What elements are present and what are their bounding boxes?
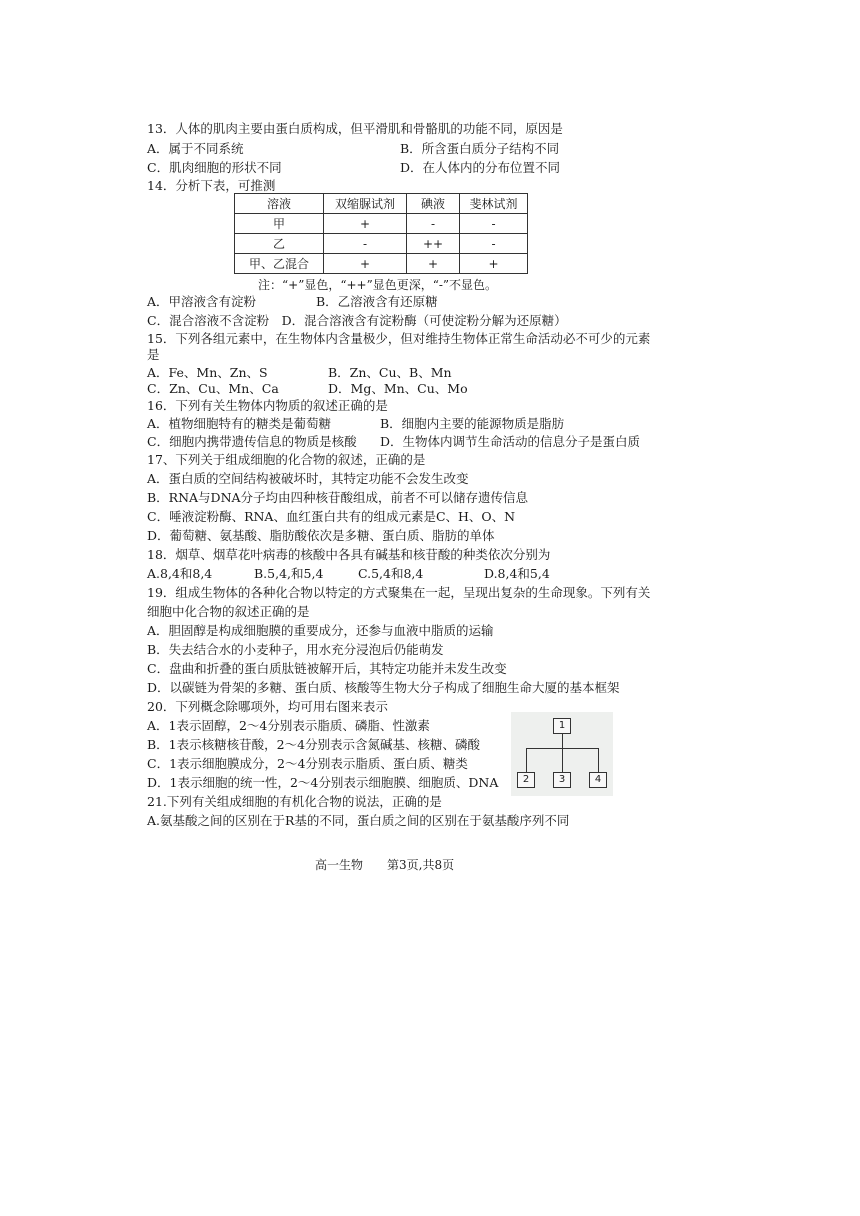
q19-stem-continued: 细胞中化合物的叙述正确的是 (147, 604, 310, 619)
q13-stem: 13．人体的肌肉主要由蛋白质构成，但平滑肌和骨骼肌的功能不同，原因是 (147, 121, 563, 136)
diagram-connector (562, 748, 563, 772)
q20-option-a: A．1表示固醇，2～4分别表示脂质、磷脂、性激素 (147, 718, 430, 733)
concept-diagram (511, 712, 613, 796)
q13-option-a: A．属于不同系统 (147, 141, 244, 156)
reagent-table (234, 193, 528, 274)
table-header-cell: 溶液 (235, 194, 324, 214)
q19-option-a: A．胆固醇是构成细胞膜的重要成分，还参与血液中脂质的运输 (147, 623, 494, 638)
table-header-row (235, 194, 528, 214)
diagram-connector (562, 734, 563, 748)
diagram-connector (526, 748, 527, 772)
q18-stem: 18．烟草、烟草花叶病毒的核酸中各具有碱基和核苷酸的种类依次分别为 (147, 547, 551, 562)
table-cell: 甲、乙混合 (235, 254, 324, 274)
diagram-connector (598, 748, 599, 772)
q20-option-c: C．1表示细胞膜成分，2～4分别表示脂质、蛋白质、糖类 (147, 756, 468, 771)
q19-option-d: D．以碳链为骨架的多糖、蛋白质、核酸等生物大分子构成了细胞生命大厦的基本框架 (147, 680, 620, 695)
q16-option-d: D．生物体内调节生命活动的信息分子是蛋白质 (380, 434, 641, 449)
table-header-cell: 双缩脲试剂 (324, 194, 407, 214)
q18-option-d: D.8,4和5,4 (484, 566, 550, 581)
table-cell: 甲 (235, 214, 324, 234)
q17-option-a: A．蛋白质的空间结构被破坏时，其特定功能不会发生改变 (147, 471, 469, 486)
table-row (235, 254, 528, 274)
q14-stem: 14．分析下表，可推测 (147, 178, 276, 193)
diagram-node-2: 2 (517, 772, 535, 788)
q19-stem: 19．组成生物体的各种化合物以特定的方式聚集在一起，呈现出复杂的生命现象。下列有关 (147, 585, 651, 600)
q19-option-c: C．盘曲和折叠的蛋白质肽链被解开后，其特定功能并未发生改变 (147, 661, 507, 676)
q20-option-b: B．1表示核糖核苷酸，2～4分别表示含氮碱基、核糖、磷酸 (147, 737, 481, 752)
q13-option-d: D．在人体内的分布位置不同 (400, 160, 561, 175)
q18-option-b: B.5,4,和5,4 (254, 566, 324, 581)
q17-option-b: B．RNA与DNA分子均由四种核苷酸组成，前者不可以储存遗传信息 (147, 490, 529, 505)
q21-stem: 21.下列有关组成细胞的有机化合物的说法，正确的是 (147, 794, 442, 809)
table-cell: ++ (407, 234, 460, 254)
q14-options-c-d: C．混合溶液不含淀粉 D．混合溶液含有淀粉酶（可使淀粉分解为还原糖） (147, 313, 567, 328)
table-cell: 乙 (235, 234, 324, 254)
diagram-node-4: 4 (589, 772, 607, 788)
table-cell: + (324, 254, 407, 274)
footer-text: 高一生物 第3页,共8页 (315, 858, 455, 872)
q16-option-b: B．细胞内主要的能源物质是脂肪 (380, 416, 565, 431)
table-cell: - (460, 214, 528, 234)
q13-option-c: C．肌肉细胞的形状不同 (147, 160, 282, 175)
q17-option-c: C．唾液淀粉酶、RNA、血红蛋白共有的组成元素是C、H、O、N (147, 509, 516, 524)
q14-option-a: A．甲溶液含有淀粉 (147, 294, 257, 309)
q15-stem: 15．下列各组元素中，在生物体内含量极少，但对维持生物体正常生命活动必不可少的元素 (147, 331, 651, 346)
q21-option-a: A.氨基酸之间的区别在于R基的不同，蛋白质之间的区别在于氨基酸序列不同 (147, 813, 570, 828)
table-row (235, 234, 528, 254)
q18-option-a: A.8,4和8,4 (147, 566, 213, 581)
diagram-node-3: 3 (553, 772, 571, 788)
q15-stem-continued: 是 (147, 347, 160, 362)
table-cell: + (407, 254, 460, 274)
diagram-node-1: 1 (553, 718, 571, 734)
q15-option-c: C．Zn、Cu、Mn、Ca (147, 381, 279, 396)
table-row (235, 214, 528, 234)
q16-option-c: C．细胞内携带遗传信息的物质是核酸 (147, 434, 357, 449)
q20-stem: 20．下列概念除哪项外，均可用右图来表示 (147, 699, 388, 714)
table-header-cell: 斐林试剂 (460, 194, 528, 214)
q14-option-b: B．乙溶液含有还原糖 (316, 294, 438, 309)
table-cell: - (324, 234, 407, 254)
q17-stem: 17、下列关于组成细胞的化合物的叙述，正确的是 (147, 452, 426, 467)
q16-option-a: A．植物细胞特有的糖类是葡萄糖 (147, 416, 332, 431)
q18-option-c: C.5,4和8,4 (358, 566, 424, 581)
table-note: 注：“+”显色，“++”显色更深，“-”不显色。 (258, 278, 498, 292)
q15-option-b: B．Zn、Cu、B、Mn (328, 365, 452, 380)
q15-option-a: A．Fe、Mn、Zn、S (147, 365, 268, 380)
table-header-cell: 碘液 (407, 194, 460, 214)
table-cell: - (460, 234, 528, 254)
q17-option-d: D．葡萄糖、氨基酸、脂肪酸依次是多糖、蛋白质、脂肪的单体 (147, 528, 495, 543)
q13-option-b: B．所含蛋白质分子结构不同 (400, 141, 560, 156)
q16-stem: 16．下列有关生物体内物质的叙述正确的是 (147, 398, 388, 413)
table-cell: + (460, 254, 528, 274)
q15-option-d: D．Mg、Mn、Cu、Mo (328, 381, 468, 396)
q20-option-d: D．1表示细胞的统一性，2～4分别表示细胞膜、细胞质、DNA (147, 775, 499, 790)
table-cell: - (407, 214, 460, 234)
q19-option-b: B．失去结合水的小麦种子，用水充分浸泡后仍能萌发 (147, 642, 444, 657)
table-cell: + (324, 214, 407, 234)
